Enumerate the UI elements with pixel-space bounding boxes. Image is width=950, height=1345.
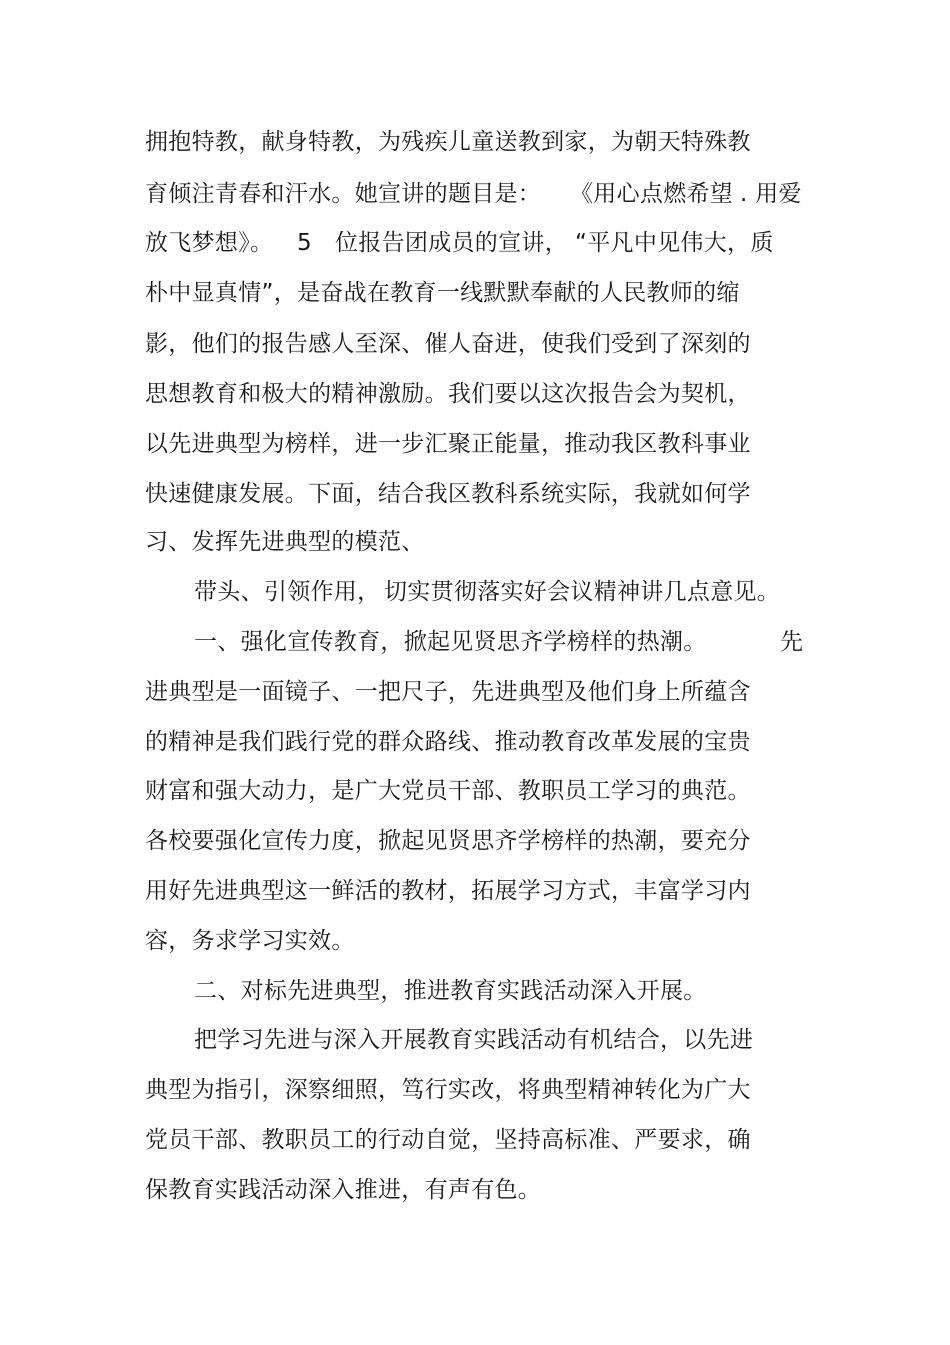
text-line-9: 习、发挥先进典型的模范、 <box>145 529 425 555</box>
text-segment: 位报告团成员的宣讲， <box>335 230 568 256</box>
text-line-6: 思想教育和极大的精神激励。我们要以这次报告会为契机， <box>145 381 751 407</box>
text-line-20: 典型为指引，深察细照，笃行实改，将典型精神转化为广大 <box>145 1077 751 1103</box>
text-segment: 5 <box>297 230 312 256</box>
section-heading: 二、对标先进典型，推进教育实践活动深入开展。 <box>194 978 707 1004</box>
text-line-4: 朴中显真情”，是奋战在教育一线默默奉献的人民教师的缩 <box>145 280 740 306</box>
text-line-8: 快速健康发展。下面，结合我区教科系统实际，我就如何学 <box>145 481 751 507</box>
text-segment: 《用心点燃希望 <box>570 181 734 207</box>
text-line-21: 党员干部、教职员工的行动自觉，坚持高标准、严要求，确 <box>145 1127 751 1153</box>
text-line-19: 把学习先进与深入开展教育实践活动有机结合，以先进 <box>194 1027 754 1053</box>
text-segment: 育倾注青春和汗水。她宣讲的题目是： <box>145 181 542 207</box>
text-line-1: 拥抱特教，献身特教，为残疾儿童送教到家，为朝天特殊教 <box>145 129 751 155</box>
text-line-12: 进典型是一面镜子、一把尺子，先进典型及他们身上所蕴含 <box>145 679 751 705</box>
text-line-15: 各校要强化宣传力度，掀起见贤思齐学榜样的热潮，要充分 <box>145 828 751 854</box>
text-line-22: 保教育实践活动深入推进，有声有色。 <box>145 1177 542 1203</box>
text-line-5: 影，他们的报告感人至深、催人奋进，使我们受到了深刻的 <box>145 331 751 357</box>
text-segment: . 用爱 <box>740 181 802 207</box>
text-line-7: 以先进典型为榜样，进一步汇聚正能量，推动我区教科事业 <box>145 431 751 457</box>
text-line-16: 用好先进典型这一鲜活的教材，拓展学习方式，丰富学习内 <box>145 878 751 904</box>
text-line-17: 容，务求学习实效。 <box>145 928 355 954</box>
text-line-13: 的精神是我们践行党的群众路线、推动教育改革发展的宝贵 <box>145 729 751 755</box>
text-segment: 先 <box>780 629 804 655</box>
text-segment: 切实贯彻落实好会议精神讲几点意见。 <box>384 579 781 605</box>
section-heading: 一、强化宣传教育，掀起见贤思齐学榜样的热潮。 <box>194 629 707 655</box>
text-segment: 放飞梦想》。 <box>145 230 274 256</box>
text-segment: “平凡中见伟大，质 <box>575 230 774 256</box>
text-line-14: 财富和强大动力，是广大党员干部、教职员工学习的典范。 <box>145 778 751 804</box>
text-segment: 带头、引领作用， <box>194 579 381 605</box>
